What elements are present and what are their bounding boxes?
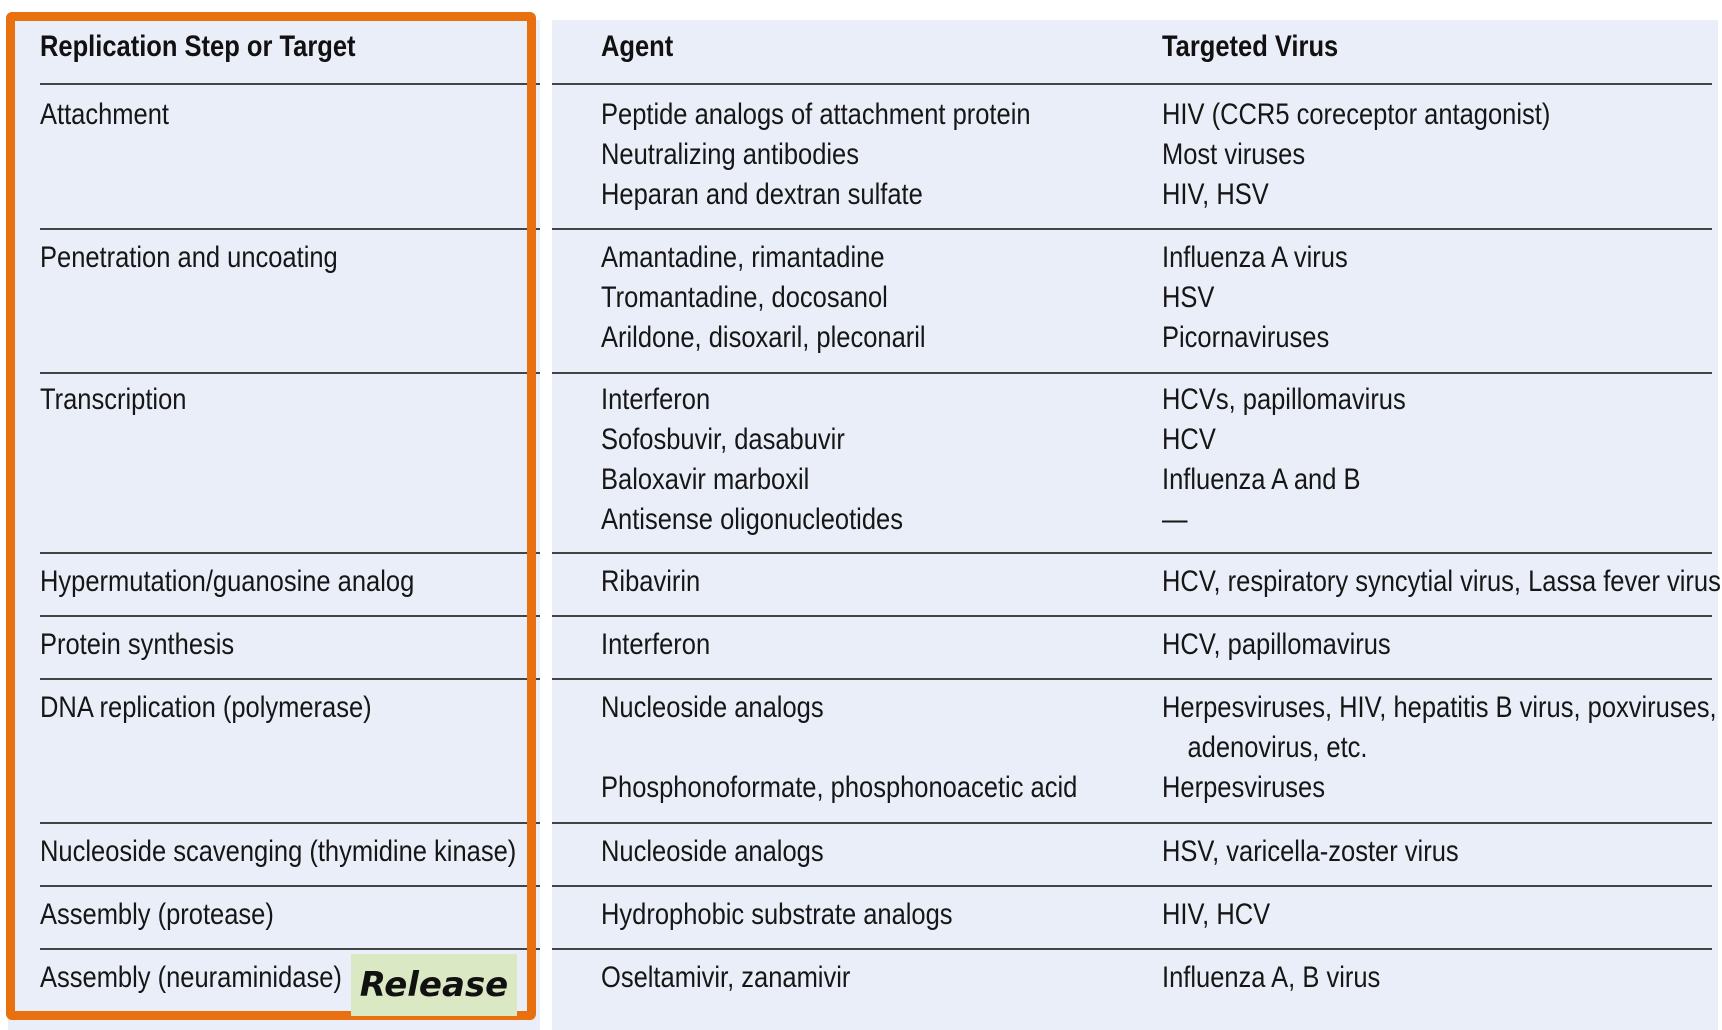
column-gap — [540, 20, 552, 1030]
row-rule-right — [552, 228, 1712, 230]
virus-line: Most viruses — [1162, 138, 1306, 171]
agent-line: Interferon — [601, 628, 711, 661]
virus-cell — [1162, 380, 1406, 540]
step-cell: Attachment — [40, 98, 169, 131]
step-cell: DNA replication (polymerase) — [40, 691, 372, 724]
agent-line: Tromantadine, docosanol — [601, 281, 888, 314]
agent-cell — [601, 625, 710, 665]
virus-line: HCVs, papillomavirus — [1162, 383, 1406, 416]
agent-line: Nucleoside analogs — [601, 835, 824, 868]
virus-cell — [1162, 238, 1348, 358]
virus-line: HIV, HCV — [1162, 898, 1271, 931]
virus-line: Influenza A, B virus — [1162, 961, 1381, 994]
agent-cell — [601, 380, 903, 540]
agent-line: Oseltamivir, zanamivir — [601, 961, 851, 994]
virus-line: HCV — [1162, 423, 1216, 456]
row-rule-left — [40, 615, 540, 617]
agent-line: Nucleoside analogs — [601, 691, 824, 724]
agent-cell — [601, 95, 1031, 215]
agent-line: Arildone, disoxaril, pleconaril — [601, 321, 926, 354]
virus-line: HCV, respiratory syncytial virus, Lassa fever virus — [1162, 565, 1721, 598]
row-rule-right — [552, 948, 1712, 950]
row-rule-right — [552, 552, 1712, 554]
release-label: Release — [351, 954, 517, 1016]
virus-cell — [1162, 625, 1391, 665]
virus-line: HIV (CCR5 coreceptor antagonist) — [1162, 98, 1551, 131]
virus-line: HSV, varicella-zoster virus — [1162, 835, 1459, 868]
header-targeted-virus: Targeted Virus — [1162, 30, 1339, 63]
step-cell: Penetration and uncoating — [40, 241, 338, 274]
step-cell: Protein synthesis — [40, 628, 235, 661]
agent-line: Ribavirin — [601, 565, 701, 598]
row-rule-left — [40, 885, 540, 887]
header-replication-step: Replication Step or Target — [40, 30, 356, 63]
agent-line: Amantadine, rimantadine — [601, 241, 885, 274]
agent-cell — [601, 562, 700, 602]
agent-line: Antisense oligonucleotides — [601, 503, 903, 536]
agent-cell — [601, 238, 926, 358]
row-rule-left — [40, 948, 540, 950]
agent-cell — [601, 958, 850, 998]
row-rule-right — [552, 678, 1712, 680]
virus-line: adenovirus, etc. — [1187, 731, 1368, 764]
virus-line: Influenza A virus — [1162, 241, 1348, 274]
step-cell: Assembly (protease) — [40, 898, 274, 931]
agent-line: Hydrophobic substrate analogs — [601, 898, 953, 931]
header-rule-right — [552, 83, 1712, 85]
agent-line: Baloxavir marboxil — [601, 463, 810, 496]
row-rule-right — [552, 822, 1712, 824]
virus-cell — [1162, 832, 1459, 872]
virus-cell — [1162, 895, 1270, 935]
row-rule-left — [40, 678, 540, 680]
virus-line: Herpesviruses, HIV, hepatitis B virus, poxviruses, — [1162, 691, 1717, 724]
step-cell: Hypermutation/guanosine analog — [40, 565, 415, 598]
agent-line: Interferon — [601, 383, 711, 416]
row-rule-left — [40, 372, 540, 374]
agent-line — [601, 728, 1077, 768]
agent-line: Phosphonoformate, phosphonoacetic acid — [601, 771, 1078, 804]
row-rule-right — [552, 615, 1712, 617]
virus-line: HCV, papillomavirus — [1162, 628, 1391, 661]
virus-line: HSV — [1162, 281, 1215, 314]
agent-cell — [601, 688, 1077, 808]
virus-cell — [1162, 95, 1550, 215]
header-agent: Agent — [601, 30, 674, 63]
virus-cell — [1162, 562, 1721, 602]
step-cell: Nucleoside scavenging (thymidine kinase) — [40, 835, 517, 868]
row-rule-left — [40, 822, 540, 824]
virus-line: HIV, HSV — [1162, 178, 1269, 211]
agent-cell — [601, 895, 953, 935]
row-rule-left — [40, 228, 540, 230]
virus-line: — — [1162, 503, 1188, 536]
row-rule-right — [552, 372, 1712, 374]
virus-cell — [1162, 958, 1380, 998]
step-cell: Transcription — [40, 383, 187, 416]
virus-line: Picornaviruses — [1162, 321, 1330, 354]
agent-line: Peptide analogs of attachment protein — [601, 98, 1031, 131]
virus-cell — [1162, 688, 1717, 808]
row-rule-left — [40, 552, 540, 554]
agent-cell — [601, 832, 824, 872]
step-cell: Assembly (neuraminidase) — [40, 961, 342, 994]
header-rule-left — [40, 83, 540, 85]
agent-line: Sofosbuvir, dasabuvir — [601, 423, 845, 456]
virus-line: Herpesviruses — [1162, 771, 1325, 804]
agent-line: Neutralizing antibodies — [601, 138, 859, 171]
virus-line: Influenza A and B — [1162, 463, 1361, 496]
agent-line: Heparan and dextran sulfate — [601, 178, 923, 211]
row-rule-right — [552, 885, 1712, 887]
